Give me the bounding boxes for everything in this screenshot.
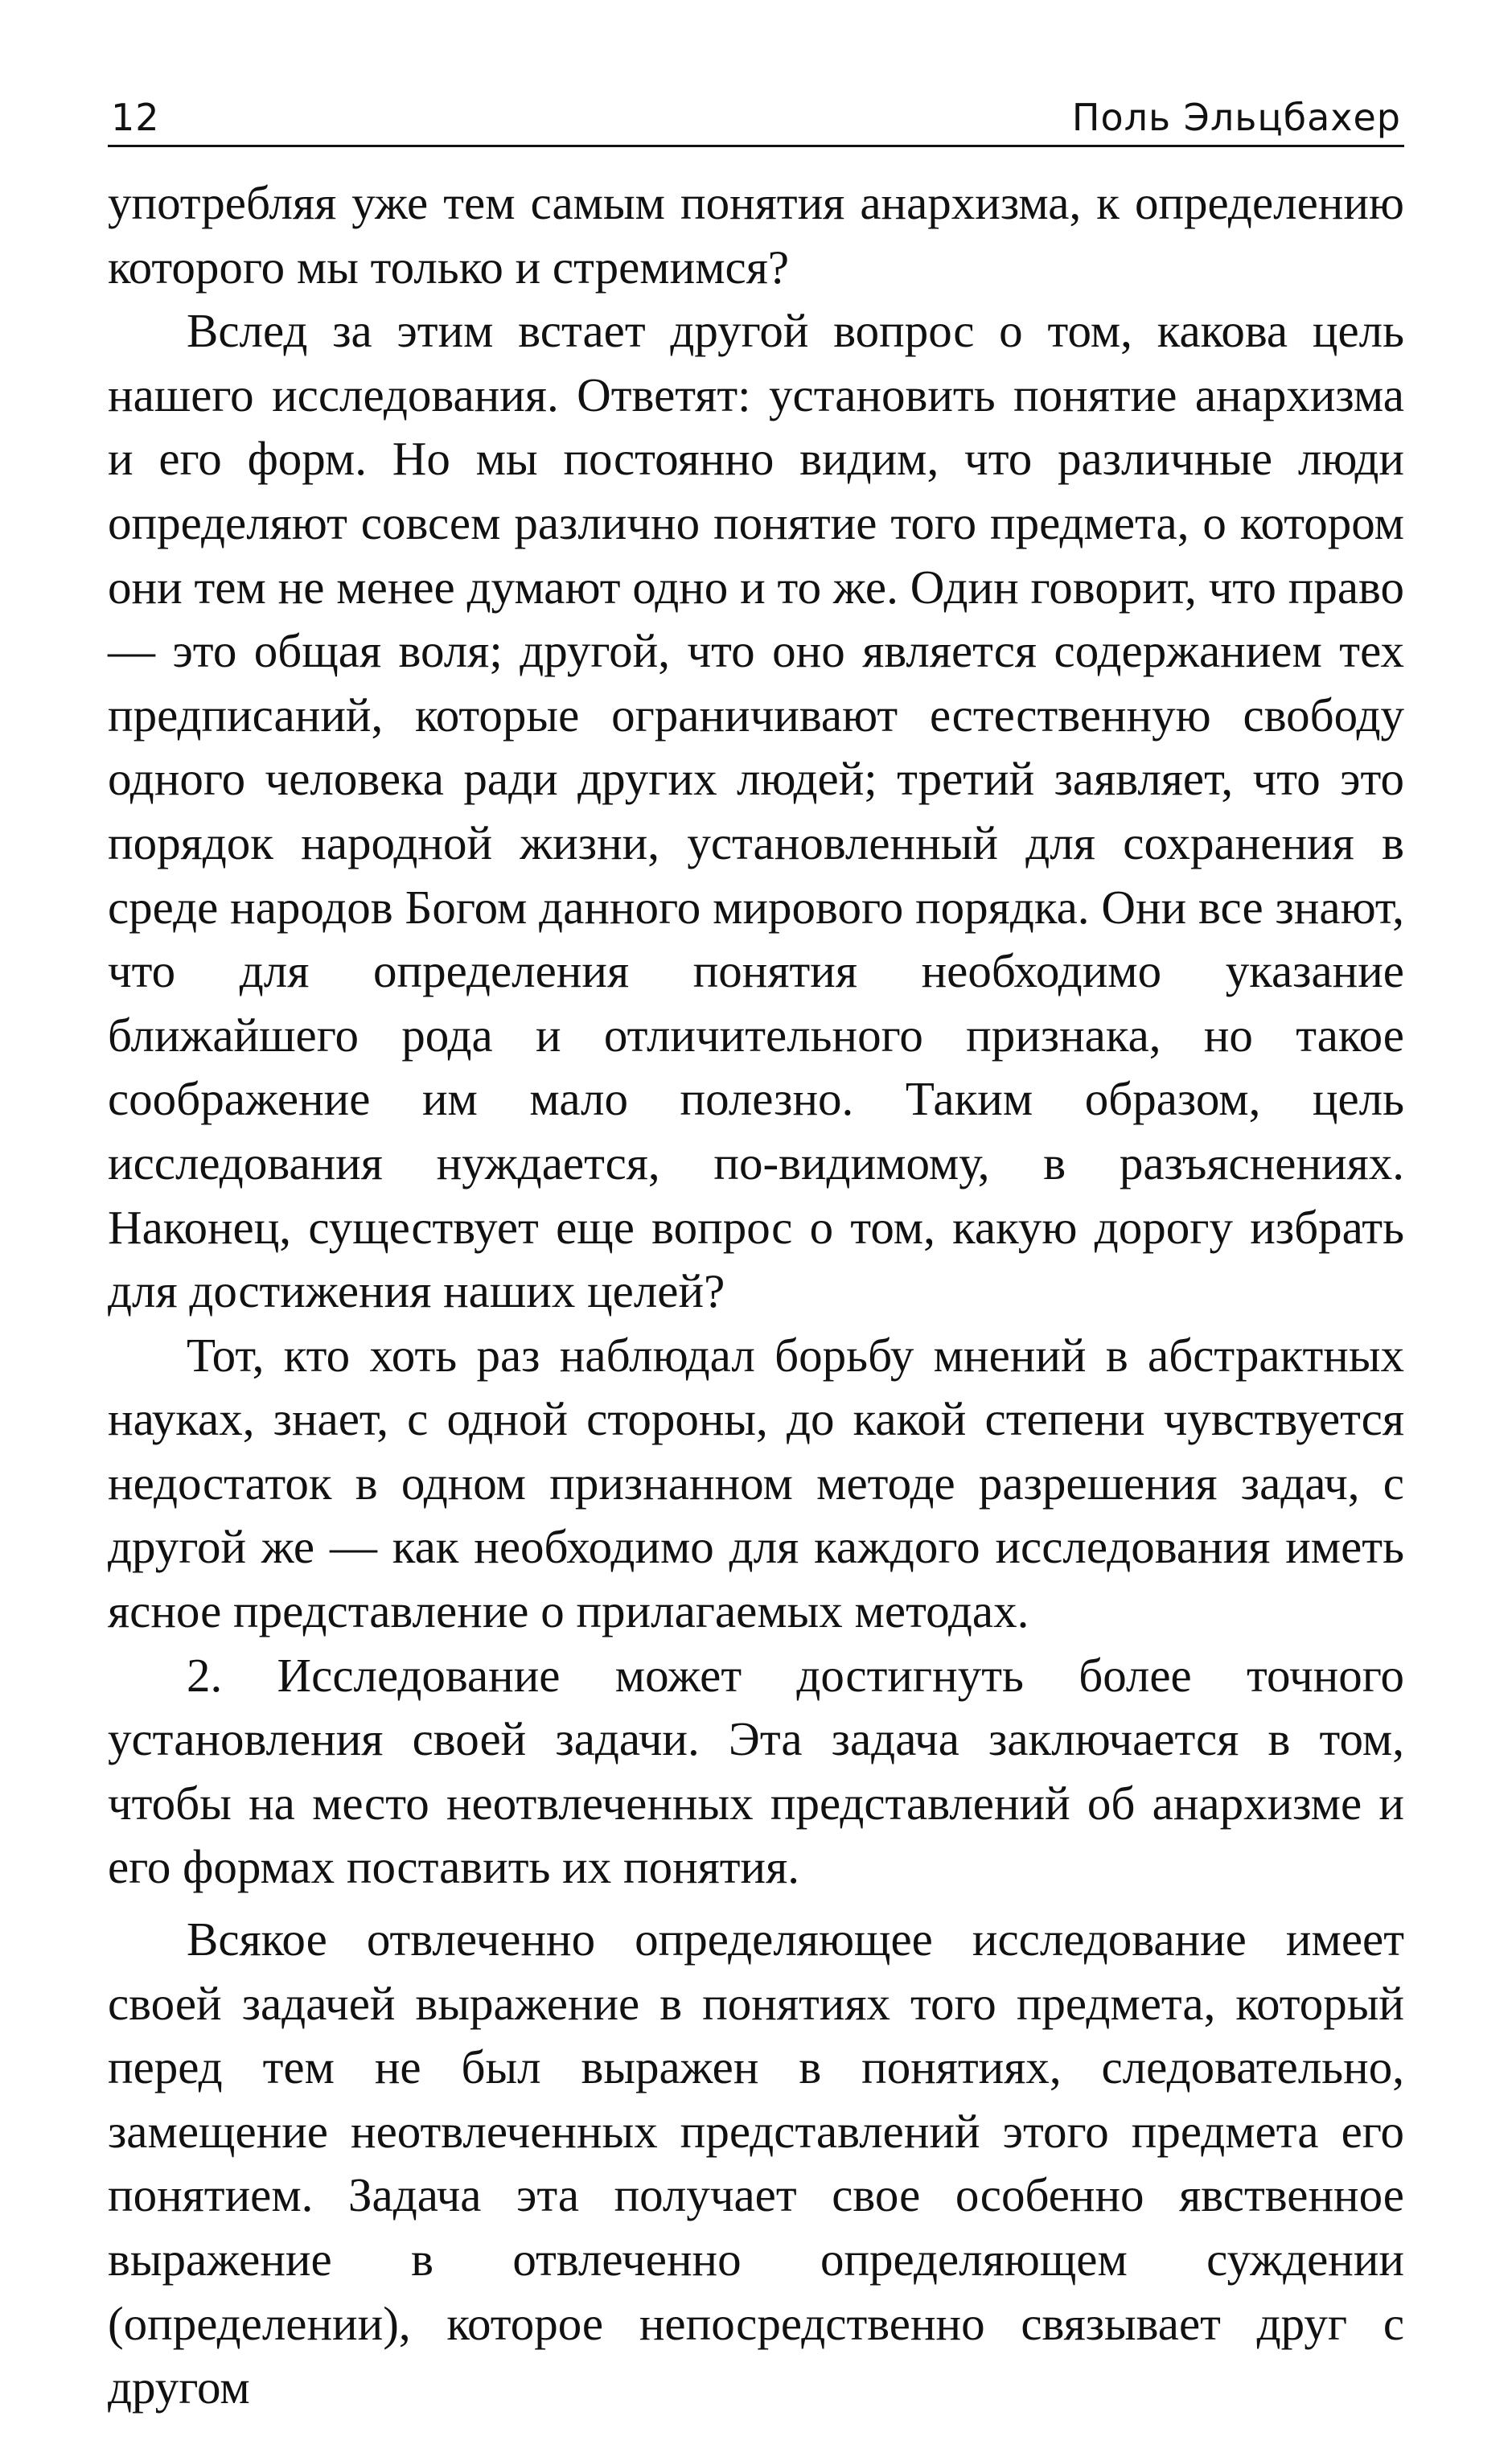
paragraph: Всякое отвлеченно определяющее исследование имеет своей задачей выражение в понятиях того предмета, который перед тем не был выражен в понятиях, следовательно, замещение неотвлеченных представлений этого предмета его понятием. Задача эта получает свое особенно явственное выражение в отвлеченно определяющем суждении (определении), которое непосредственно связывает друг с другом [108, 1913, 1404, 2414]
page-number: 12 [111, 96, 160, 139]
running-header [108, 95, 1404, 147]
book-page [108, 95, 1404, 2420]
paragraph: 2. Исследование может достигнуть более точного установления своей задачи. Эта задача заключается в том, чтобы на место неотвлеченных представлений об анархизме и его формах поставить их понятия. [108, 1648, 1404, 1894]
paragraph: Тот, кто хоть раз наблюдал борьбу мнений в абстрактных науках, знает, с одной стороны, до какой степени чувствуется недостаток в одном признанном методе разрешения задач, с другой же — как необходимо для каждого исследования иметь ясное представление о прилагаемых методах. [108, 1328, 1404, 1638]
paragraph-continuation: употребляя уже тем самым понятия анархизма, к определению которого мы только и стремимся? [108, 176, 1404, 294]
body-text [108, 171, 1404, 2420]
running-title: Поль Эльцбахер [1071, 96, 1401, 139]
paragraph: Вслед за этим встает другой вопрос о том, какова цель нашего исследования. Ответят: установить понятие анархизма и его форм. Но мы постоянно видим, что различные люди определяют совсем различно понятие того предмета, о котором они тем не менее думают одно и то же. Один говорит, что право — это общая воля; другой, что оно является содержанием тех предписаний, которые ограничивают естественную свободу одного человека ради других людей; третий заявляет, что это порядок народной жизни, установленный для сохранения в среде народов Богом данного мирового порядка. Они все знают, что для определения понятия необходимо указание ближайшего рода и отличительного признака, но такое соображение им мало полезно. Таким образом, цель исследования нуждается, по-видимому, в разъяснениях. Наконец, существует еще вопрос о том, какую дорогу избрать для достижения наших целей? [108, 304, 1404, 1318]
